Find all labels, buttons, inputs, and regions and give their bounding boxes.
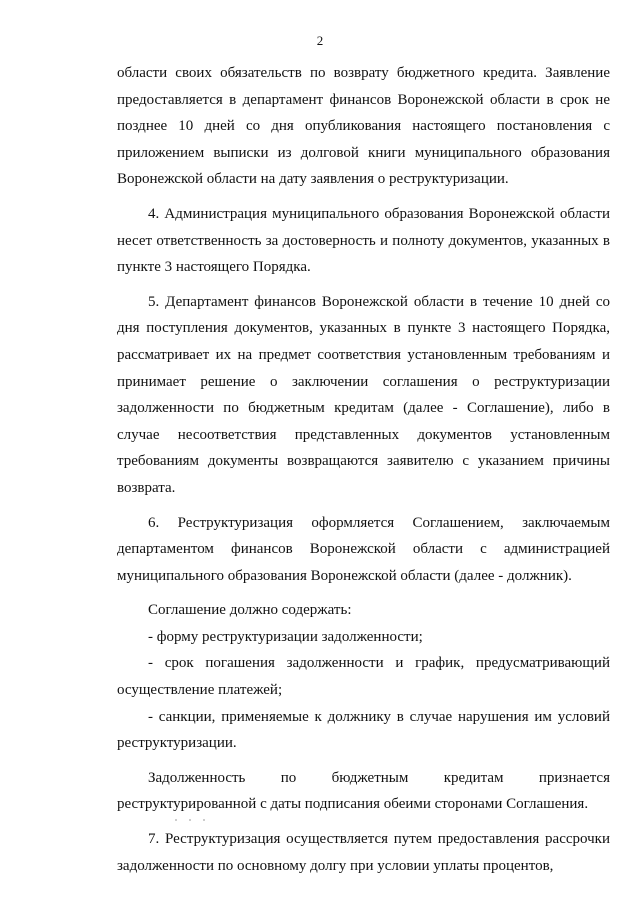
list-item-repayment-schedule: - срок погашения задолженности и график, предусматривающий осуществление платежей; (117, 655, 610, 699)
page-number: 2 (316, 33, 324, 48)
document-body (117, 60, 610, 879)
paragraph-item-7: 7. Реструктуризация осуществляется путем предоставления рассрочки задолженности по основному долгу при условии уплаты процентов, (117, 831, 610, 874)
scan-artifact (175, 819, 215, 823)
paragraph-item-5: 5. Департамент финансов Воронежской области в течение 10 дней со дня поступления документов, указанных в пункте 3 настоящего Порядка, рассматривает их на предмет соответствия установленным требованиям и принимает решение о заключении соглашения о реструктуризации задолженности по бюджетным кредитам (далее - Соглашение), либо в случае несоответствия представленных документов установленным требованиям документы возвращаются заявителю с указанием причины возврата. (117, 293, 610, 496)
paragraph-item-4: 4. Администрация муниципального образования Воронежской области несет ответственность за достоверность и полноту документов, указанных в пункте 3 настоящего Порядка. (117, 205, 610, 276)
list-item-sanctions: - санкции, применяемые к должнику в случае нарушения им условий реструктуризации. (117, 708, 610, 752)
paragraph-continuation: области своих обязательств по возврату бюджетного кредита. Заявление предоставляется в департамент финансов Воронежской области в срок не позднее 10 дней со дня опубликования настоящего постановления с приложением выписки из долговой книги муниципального образования Воронежской области на дату заявления о реструктуризации. (117, 65, 610, 188)
paragraph-item-6: 6. Реструктуризация оформляется Соглашением, заключаемым департаментом финансов Воронежской области с администрацией муниципального образования Воронежской области (далее - должник). (117, 514, 610, 584)
list-item-restructuring-form: - форму реструктуризации задолженности; (148, 628, 423, 645)
paragraph-agreement-contents: Соглашение должно содержать: (148, 602, 352, 619)
paragraph-debt-restructured: Задолженность по бюджетным кредитам признается реструктурированной с даты подписания обеими сторонами Соглашения. (117, 769, 610, 813)
